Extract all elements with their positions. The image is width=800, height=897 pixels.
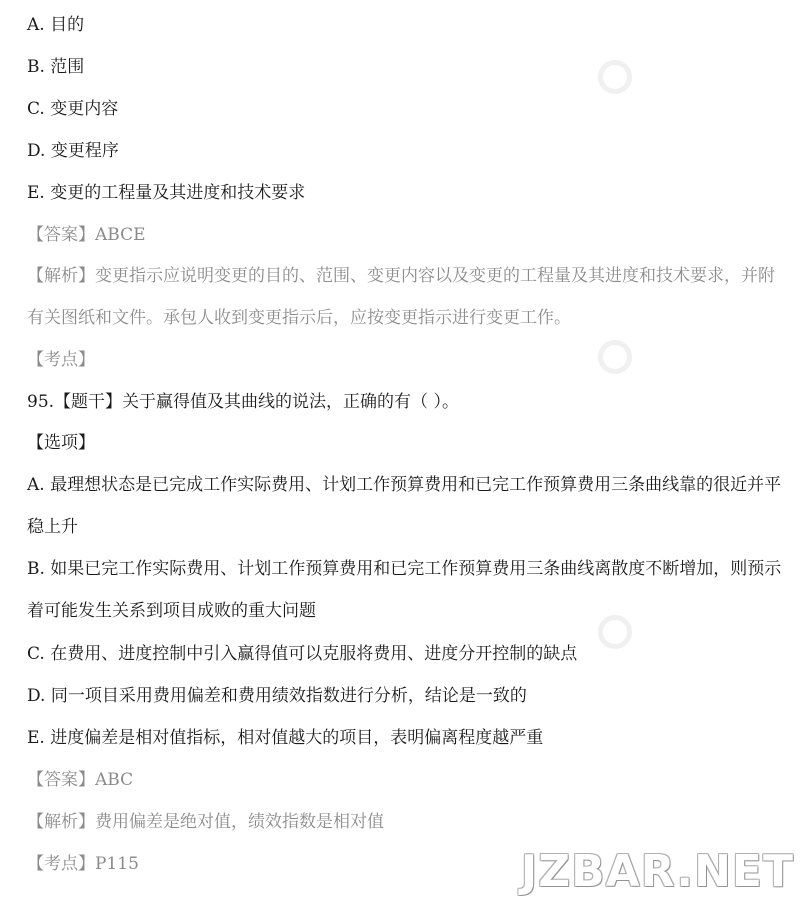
q95-option-d: D. 同一项目采用费用偏差和费用绩效指数进行分析，结论是一致的 <box>27 686 527 706</box>
q95-option-a: A. 最理想状态是已完成工作实际费用、计划工作预算费用和已完工作预算费用三条曲线靠的很近并平稳上升 <box>27 475 782 537</box>
q94-option-c: C. 变更内容 <box>27 99 119 119</box>
q94-option-a: A. 目的 <box>27 15 85 35</box>
q94-option-e: E. 变更的工程量及其进度和技术要求 <box>27 183 306 203</box>
q94-option-b: B. 范围 <box>27 57 85 77</box>
watermark-site-text: JZBAR.NET <box>520 846 794 897</box>
q95-options-header: 【选项】 <box>27 433 95 453</box>
q95-option-e: E. 进度偏差是相对值指标，相对值越大的项目，表明偏离程度越严重 <box>27 728 544 748</box>
q94-option-d: D. 变更程序 <box>27 141 119 161</box>
q94-analysis: 【解析】变更指示应说明变更的目的、范围、变更内容以及变更的工程量及其进度和技术要求，并附有关图纸和文件。承包人收到变更指示后，应按变更指示进行变更工作。 <box>27 266 775 328</box>
q95-option-c: C. 在费用、进度控制中引入赢得值可以克服将费用、进度分开控制的缺点 <box>27 644 578 664</box>
q95-stem: 95.【题干】关于赢得值及其曲线的说法，正确的有（ ）。 <box>27 392 459 412</box>
q95-point: 【考点】P115 <box>27 854 139 874</box>
q94-answer: 【答案】ABCE <box>27 225 146 245</box>
q95-answer: 【答案】ABC <box>27 770 134 790</box>
q95-analysis: 【解析】费用偏差是绝对值，绩效指数是相对值 <box>27 812 384 832</box>
q95-option-b: B. 如果已完工作实际费用、计划工作预算费用和已完工作预算费用三条曲线离散度不断增加，则预示着可能发生关系到项目成败的重大问题 <box>27 559 782 621</box>
q94-point: 【考点】 <box>27 350 95 370</box>
